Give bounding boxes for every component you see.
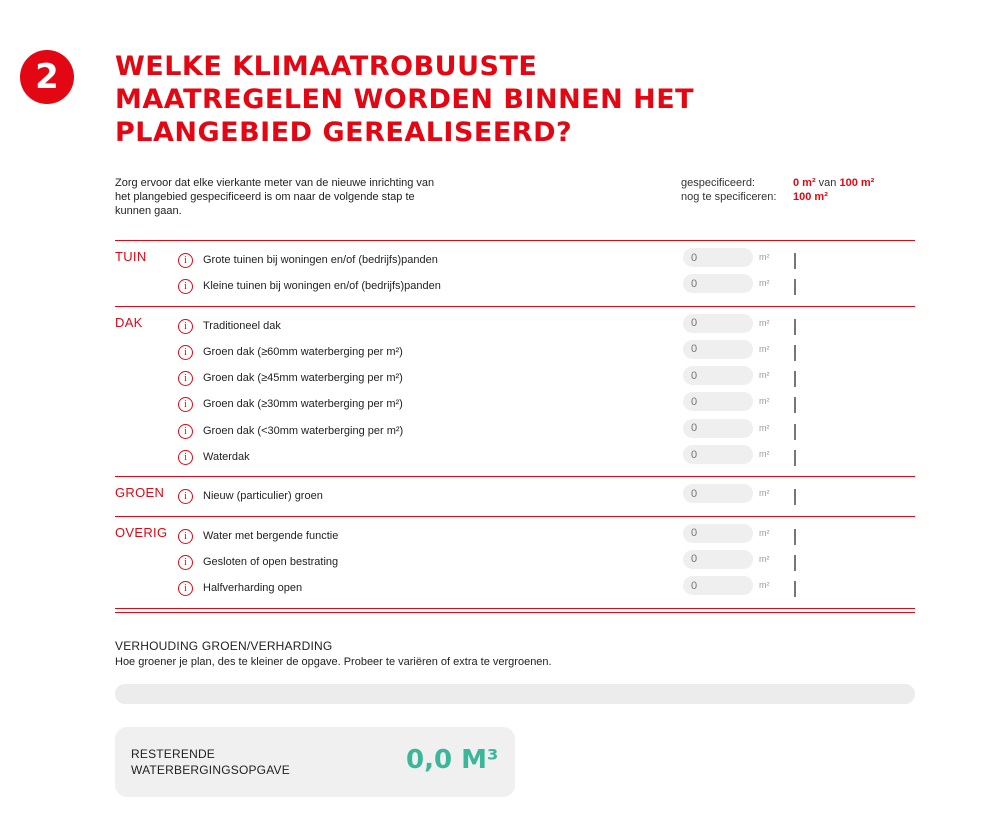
unit-label: m²: [759, 370, 770, 381]
area-input[interactable]: [683, 314, 753, 333]
ratio-title: VERHOUDING GROEN/VERHARDING: [115, 639, 333, 653]
measure-label: Grote tuinen bij woningen en/of (bedrijfs)panden: [203, 254, 438, 266]
page-title: [115, 50, 755, 149]
unit-label: m²: [759, 488, 770, 499]
info-icon[interactable]: i: [178, 279, 193, 294]
unit-label: m²: [759, 449, 770, 460]
info-icon[interactable]: i: [178, 345, 193, 360]
share-indicator-bar: [794, 371, 796, 387]
area-input[interactable]: [683, 366, 753, 385]
of-word: van: [815, 177, 840, 189]
unit-label: m²: [759, 422, 770, 433]
remaining-water-storage-box: [115, 727, 515, 797]
info-icon[interactable]: i: [178, 371, 193, 386]
info-icon[interactable]: i: [178, 424, 193, 439]
measure-row: [115, 313, 915, 339]
measure-label: Groen dak (≥45mm waterberging per m²): [203, 372, 403, 385]
info-icon[interactable]: i: [178, 319, 193, 334]
unit-label: m²: [759, 553, 770, 564]
title-line: MAATREGELEN WORDEN BINNEN HET: [115, 84, 695, 115]
measure-label: Groen dak (≥60mm waterberging per m²): [203, 345, 403, 358]
share-indicator-bar: [794, 424, 796, 440]
intro-text: Zorg ervoor dat elke vierkante meter van de nieuwe inrichting van het plangebied gespecificeerd is om naar de volgende stap te kunnen gaan.: [115, 177, 435, 217]
area-input[interactable]: [683, 274, 753, 293]
measure-label: Waterdak: [203, 451, 250, 464]
info-icon[interactable]: i: [178, 397, 193, 412]
info-icon[interactable]: i: [178, 489, 193, 504]
unit-label: m²: [759, 580, 770, 591]
title-line: PLANGEBIED GEREALISEERD?: [115, 117, 573, 148]
share-indicator-bar: [794, 555, 796, 571]
sections-end-rule: [115, 608, 915, 613]
area-input[interactable]: [683, 392, 753, 411]
section-groen: [115, 476, 915, 515]
measure-label: Kleine tuinen bij woningen en/of (bedrijfs)panden: [203, 280, 441, 293]
specification-summary: [681, 176, 875, 204]
share-indicator-bar: [794, 529, 796, 545]
measure-row: [115, 391, 915, 417]
share-indicator-bar: [794, 319, 796, 335]
measure-label: Water met bergende functie: [203, 529, 339, 542]
section-overig: [115, 516, 915, 608]
unit-label: m²: [759, 317, 770, 328]
step-number-badge: 2: [20, 50, 74, 104]
unit-label: m²: [759, 396, 770, 407]
measure-row: [115, 444, 915, 470]
share-indicator-bar: [794, 581, 796, 597]
remaining-value: 100 m²: [793, 191, 828, 203]
area-input[interactable]: [683, 248, 753, 267]
result-label-line: WATERBERGINGSOPGAVE: [131, 763, 290, 777]
section-label: TUIN: [115, 249, 147, 264]
area-input[interactable]: [683, 445, 753, 464]
section-tuin: [115, 240, 915, 306]
info-icon[interactable]: i: [178, 581, 193, 596]
ratio-subtitle: Hoe groener je plan, des te kleiner de opgave. Probeer te variëren of extra te vergroenen.: [115, 656, 552, 668]
unit-label: m²: [759, 527, 770, 538]
area-input[interactable]: [683, 419, 753, 438]
measures-sections: [115, 240, 915, 613]
title-line: WELKE KLIMAATROBUUSTE: [115, 51, 538, 82]
unit-label: m²: [759, 278, 770, 289]
result-label-line: RESTERENDE: [131, 747, 216, 761]
result-label: [131, 746, 290, 778]
section-label: GROEN: [115, 485, 165, 501]
share-indicator-bar: [794, 345, 796, 361]
unit-label: m²: [759, 343, 770, 354]
info-icon[interactable]: i: [178, 450, 193, 465]
section-dak: [115, 306, 915, 477]
measure-label: Groen dak (<30mm waterberging per m²): [203, 424, 404, 437]
unit-label: m²: [759, 252, 770, 262]
measure-row: [115, 549, 915, 575]
measure-label: Traditioneel dak: [203, 319, 281, 332]
share-indicator-bar: [794, 253, 796, 269]
section-label: OVERIG: [115, 524, 168, 540]
info-icon[interactable]: i: [178, 555, 193, 570]
info-icon[interactable]: i: [178, 529, 193, 544]
specified-value: 0 m²: [793, 177, 816, 189]
share-indicator-bar: [794, 397, 796, 413]
remaining-label: nog te specificeren:: [681, 191, 777, 203]
measure-row: [115, 418, 915, 444]
area-input[interactable]: [683, 484, 753, 503]
result-value: 0,0 M³: [406, 745, 499, 775]
share-indicator-bar: [794, 489, 796, 505]
total-value: 100 m²: [839, 177, 875, 189]
specified-label: gespecificeerd:: [681, 177, 755, 189]
measure-row: [115, 523, 915, 549]
measure-row: [115, 273, 915, 299]
green-hardening-ratio-bar: [115, 684, 915, 704]
area-input[interactable]: [683, 550, 753, 569]
share-indicator-bar: [794, 450, 796, 466]
section-label: DAK: [115, 314, 143, 330]
area-input[interactable]: [683, 576, 753, 595]
measure-row: [115, 365, 915, 391]
area-input[interactable]: [683, 340, 753, 359]
share-indicator-bar: [794, 279, 796, 295]
measure-row: [115, 339, 915, 365]
measure-label: Halfverharding open: [203, 582, 303, 595]
measure-row: [115, 575, 915, 601]
measure-label: Gesloten of open bestrating: [203, 555, 339, 568]
measure-label: Groen dak (≥30mm waterberging per m²): [203, 398, 403, 411]
info-icon[interactable]: i: [178, 253, 193, 268]
measure-row: [115, 247, 915, 273]
measure-label: Nieuw (particulier) groen: [203, 490, 323, 503]
measure-row: [115, 483, 915, 509]
area-input[interactable]: [683, 524, 753, 543]
